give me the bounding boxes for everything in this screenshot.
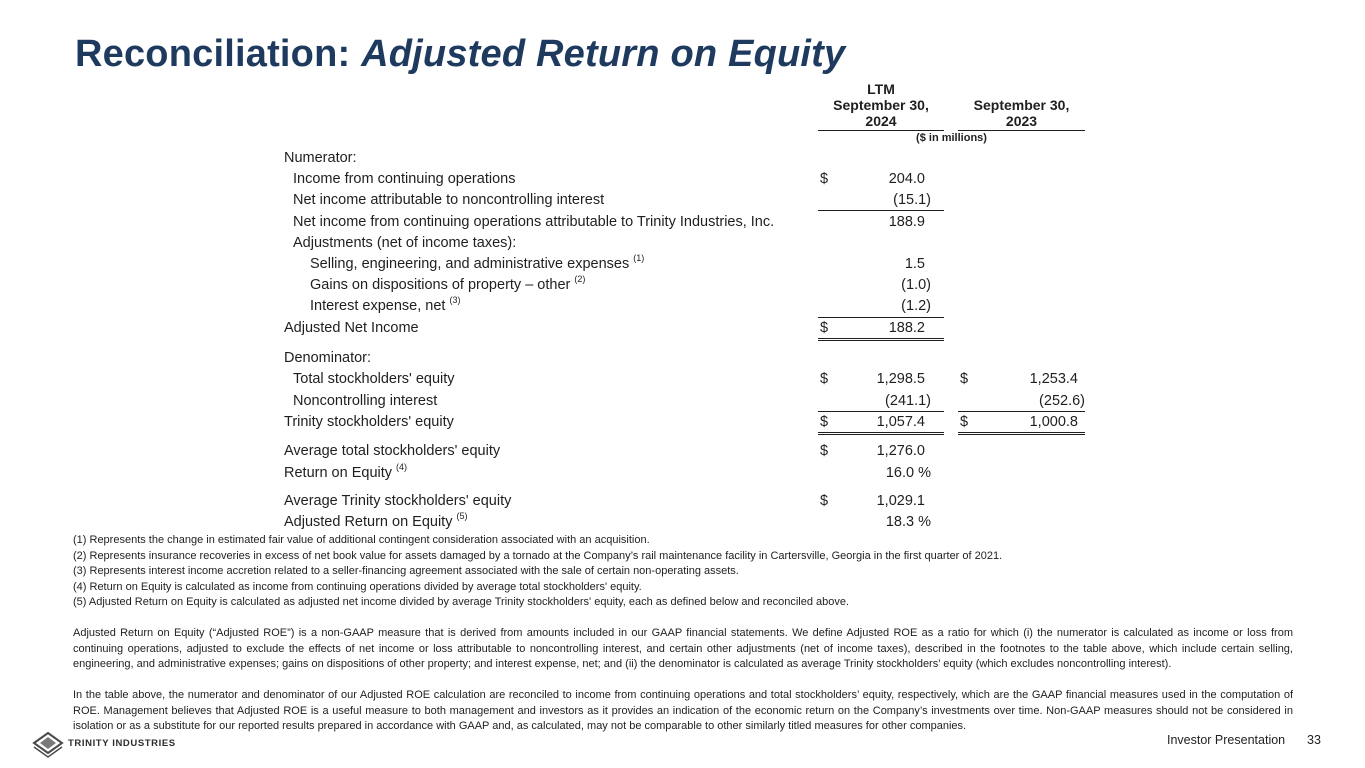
row-label-text: Return on Equity xyxy=(284,465,393,481)
subtotal-rule xyxy=(818,210,944,211)
subtotal-rule xyxy=(958,411,1085,412)
value-2024: 1,276.0 xyxy=(876,443,925,459)
table-row-avg-total-equity xyxy=(0,443,1365,463)
dollar-sign: $ xyxy=(960,371,969,387)
row-label: Net income attributable to noncontrolling interest xyxy=(293,192,605,208)
row-label: Noncontrolling interest xyxy=(293,393,438,409)
footer-label: Investor Presentation xyxy=(1167,733,1286,747)
table-row-numerator xyxy=(0,150,1365,170)
header-rule xyxy=(818,130,944,131)
table-row-adjustments xyxy=(0,235,1365,255)
table-row-sga xyxy=(0,253,1365,276)
table-row-denominator xyxy=(0,350,1365,370)
page-title xyxy=(75,33,845,76)
dollar-sign: $ xyxy=(820,493,829,509)
value-2024: 188.2 xyxy=(888,320,925,336)
footnote-ref: (1) xyxy=(633,253,645,263)
dollar-sign: $ xyxy=(960,414,969,430)
value-2024: (1.0) xyxy=(901,277,931,293)
value-2023: 1,000.8 xyxy=(1029,414,1078,430)
row-label-text: Selling, engineering, and administrative expenses xyxy=(310,256,630,272)
table-row-nci-income xyxy=(0,192,1365,212)
footnotes-block xyxy=(73,533,1293,735)
table-row-trinity-equity xyxy=(0,414,1365,434)
column-header-ltm-2024 xyxy=(818,81,944,129)
value-2024: 204.0 xyxy=(888,171,925,187)
row-label-text: Gains on dispositions of property – other xyxy=(310,277,571,293)
footnote-ref: (4) xyxy=(396,462,408,472)
footnote-ref: (2) xyxy=(574,274,586,284)
dollar-sign: $ xyxy=(820,320,829,336)
table-row-avg-trinity-equity xyxy=(0,493,1365,513)
dollar-sign: $ xyxy=(820,414,829,430)
table-row-gains xyxy=(0,274,1365,297)
header-rule xyxy=(958,130,1085,131)
column-header-line: September 30, xyxy=(973,97,1070,113)
table-row-income-cont-ops xyxy=(0,171,1365,191)
row-label: Income from continuing operations xyxy=(293,171,516,187)
title-italic: Adjusted Return on Equity xyxy=(361,33,846,75)
footnote: (1) Represents the change in estimated fair value of additional contingent consideration associated with an acquisition. xyxy=(73,534,650,546)
row-label-text: Interest expense, net xyxy=(310,298,446,314)
value-2023: 1,253.4 xyxy=(1029,371,1078,387)
total-double-rule xyxy=(818,432,944,435)
table-row-net-income-trinity xyxy=(0,214,1365,234)
row-label: Total stockholders' equity xyxy=(293,371,455,387)
footnote: (3) Represents interest income accretion related to a seller-financing agreement associated with the sale of certain non-operating assets. xyxy=(73,565,739,577)
value-2024: (1.2) xyxy=(901,298,931,314)
subtotal-rule xyxy=(818,317,944,318)
column-header-line: 2023 xyxy=(1005,113,1038,129)
definition-paragraph: Adjusted Return on Equity (“Adjusted ROE”) is a non-GAAP measure that is derived from amounts included in our GAAP financial statements. We define Adjusted ROE as a ratio for which (i) the numerator is calculated as income or loss from continuing operations, adjusted to exclude the effects of net income or loss attributable to noncontrolling interest, and certain other adjustments (net of income taxes), described in the footnotes to the table above, which include certain selling, engineering, and administrative expenses; gains on dispositions of other property; and interest expense, net; and (ii) the denominator is calculated as average Trinity stockholders’ equity (which excludes noncontrolling interest). xyxy=(73,627,1293,670)
table-row-adj-net-income xyxy=(0,320,1365,340)
column-header-2023 xyxy=(958,97,1085,129)
units-label: ($ in millions) xyxy=(916,132,987,144)
title-plain: Reconciliation: xyxy=(75,33,362,75)
row-label-text: Adjusted Return on Equity xyxy=(284,514,453,530)
value-2024: 1,029.1 xyxy=(876,493,925,509)
row-label xyxy=(284,462,408,481)
footnote-ref: (3) xyxy=(449,295,461,305)
value-2024: 188.9 xyxy=(888,214,925,230)
total-double-rule xyxy=(958,432,1085,435)
row-label xyxy=(310,274,586,293)
row-label: Adjusted Net Income xyxy=(284,320,419,336)
dollar-sign: $ xyxy=(820,443,829,459)
subtotal-rule xyxy=(818,411,944,412)
value-2024: 1,057.4 xyxy=(876,414,925,430)
footnote: (5) Adjusted Return on Equity is calculated as adjusted net income divided by average Trinity stockholders' equity, each as defined below and reconciled above. xyxy=(73,596,850,608)
column-header-line: 2024 xyxy=(865,113,897,129)
table-row-nci xyxy=(0,393,1365,413)
table-row-adj-roe xyxy=(0,511,1365,534)
table-row-interest xyxy=(0,295,1365,318)
reconciliation-paragraph: In the table above, the numerator and denominator of our Adjusted ROE calculation are reconciled to income from continuing operations and total stockholders’ equity, respectively, which are the GAAP financial measures used in the computation of ROE. Management believes that Adjusted ROE is a useful measure to both management and investors as it provides an indication of the economic return on the Company’s investments over time. Non-GAAP measures should not be considered in isolation or as a substitute for our reported results prepared in accordance with GAAP and, as calculated, may not be comparable to other similarly titled measures for other companies. xyxy=(73,689,1293,732)
value-2024: 16.0 % xyxy=(885,465,931,481)
row-label: Denominator: xyxy=(284,350,372,366)
dollar-sign: $ xyxy=(820,371,829,387)
row-label: Trinity stockholders' equity xyxy=(284,414,454,430)
column-header-line: September 30, xyxy=(833,97,929,113)
row-label: Numerator: xyxy=(284,150,357,166)
logo-text: TRINITY INDUSTRIES xyxy=(68,738,176,749)
total-double-rule xyxy=(818,338,944,341)
value-2024: 1,298.5 xyxy=(876,371,925,387)
dollar-sign: $ xyxy=(820,171,829,187)
row-label xyxy=(284,511,468,530)
row-label xyxy=(310,253,645,272)
column-header-line: LTM xyxy=(867,81,895,97)
row-label: Average total stockholders' equity xyxy=(284,443,501,459)
value-2024: 18.3 % xyxy=(885,514,931,530)
table-row-total-equity xyxy=(0,371,1365,391)
footnote-ref: (5) xyxy=(456,511,468,521)
row-label: Net income from continuing operations attributable to Trinity Industries, Inc. xyxy=(293,214,775,230)
row-label xyxy=(310,295,461,314)
value-2024: (15.1) xyxy=(893,192,931,208)
footnote: (2) Represents insurance recoveries in excess of net book value for assets damaged by a tornado at the Company’s rail maintenance facility in Cartersville, Georgia in the first quarter of 2021. xyxy=(73,549,1003,562)
row-label: Average Trinity stockholders' equity xyxy=(284,493,512,509)
value-2023: (252.6) xyxy=(1039,393,1085,409)
page-number: 33 xyxy=(1307,733,1321,747)
value-2024: (241.1) xyxy=(885,393,931,409)
footnote: (4) Return on Equity is calculated as income from continuing operations divided by average total stockholders' equity. xyxy=(73,580,642,593)
table-row-roe xyxy=(0,462,1365,485)
value-2024: 1.5 xyxy=(904,256,925,272)
row-label: Adjustments (net of income taxes): xyxy=(293,235,517,251)
